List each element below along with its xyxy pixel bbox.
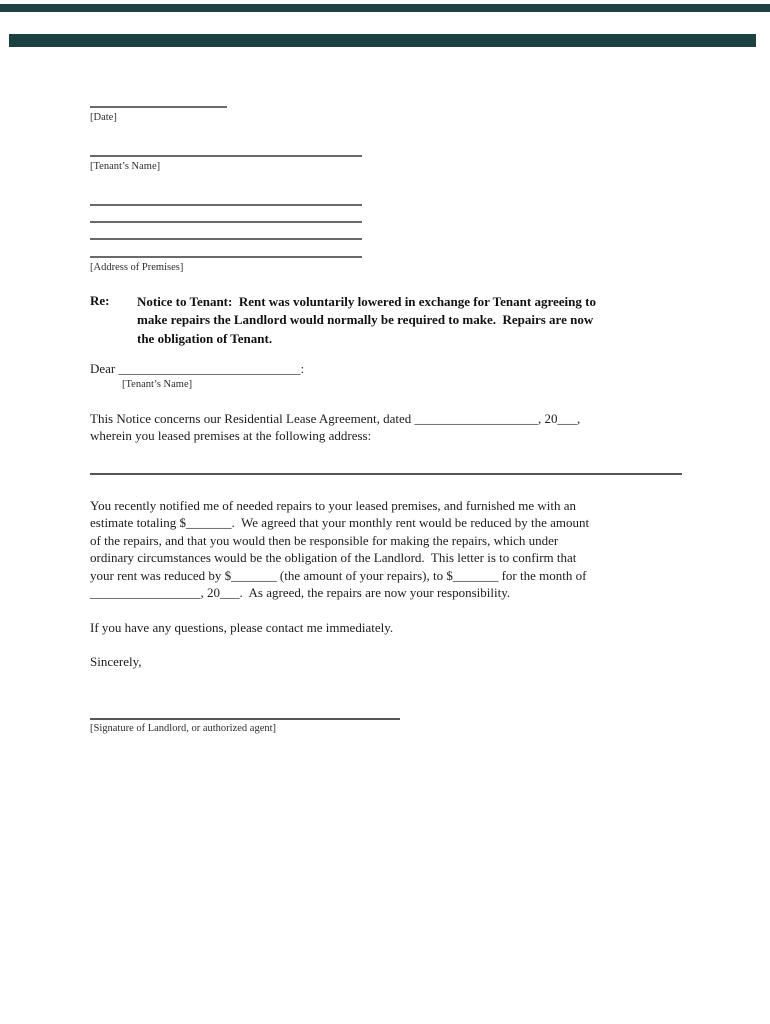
address-label: [Address of Premises] bbox=[90, 262, 184, 273]
body-paragraph bbox=[90, 497, 589, 601]
body-line-4: ordinary circumstances would be the obligation of the Landlord. This letter is to confirm that bbox=[90, 550, 577, 566]
signoff-text: Sincerely, bbox=[90, 654, 142, 669]
re-prefix: Re: bbox=[90, 293, 110, 308]
re-line-3: the obligation of Tenant. bbox=[137, 330, 273, 346]
date-underline bbox=[90, 106, 227, 108]
header-bar-top bbox=[0, 4, 770, 12]
body-line-2: estimate totaling $_______. We agreed that your monthly rent would be reduced by the amount bbox=[90, 515, 590, 531]
premises-address-blank-underline bbox=[90, 473, 682, 475]
address-underline-1 bbox=[90, 204, 362, 206]
salutation-tenant-label: [Tenant’s Name] bbox=[122, 379, 193, 390]
re-line-2: make repairs the Landlord would normally be required to make. Repairs are now bbox=[137, 312, 594, 328]
intro-paragraph bbox=[90, 410, 580, 445]
signature-underline bbox=[90, 718, 400, 720]
body-line-6: _________________, 20___. As agreed, the repairs are now your responsibility. bbox=[90, 585, 511, 601]
closing-text: If you have any questions, please contact me immediately. bbox=[90, 620, 394, 635]
intro-line-2: wherein you leased premises at the following address: bbox=[90, 428, 372, 444]
signature-label: [Signature of Landlord, or authorized agent] bbox=[90, 723, 277, 734]
intro-line-1: This Notice concerns our Residential Lease Agreement, dated ___________________, 20___, bbox=[90, 411, 581, 426]
address-underline-4 bbox=[90, 256, 362, 258]
salutation: Dear ____________________________: bbox=[90, 361, 305, 376]
tenant-name-label: [Tenant’s Name] bbox=[90, 161, 161, 172]
re-subject-lines bbox=[137, 293, 596, 348]
address-underline-3 bbox=[90, 238, 362, 240]
body-line-3: of the repairs, and that you would then be responsible for making the repairs, which under bbox=[90, 532, 559, 548]
re-subject-block bbox=[90, 293, 596, 348]
date-label: [Date] bbox=[90, 112, 117, 123]
body-line-1: You recently notified me of needed repairs to your leased premises, and furnished me with an bbox=[90, 498, 577, 513]
tenant-name-underline bbox=[90, 155, 362, 157]
body-line-5: your rent was reduced by $_______ (the amount of your repairs), to $_______ for the month of bbox=[90, 567, 587, 583]
address-underline-2 bbox=[90, 221, 362, 223]
header-bar-secondary bbox=[9, 34, 756, 47]
re-line-1: Notice to Tenant: Rent was voluntarily lowered in exchange for Tenant agreeing to bbox=[137, 294, 596, 309]
